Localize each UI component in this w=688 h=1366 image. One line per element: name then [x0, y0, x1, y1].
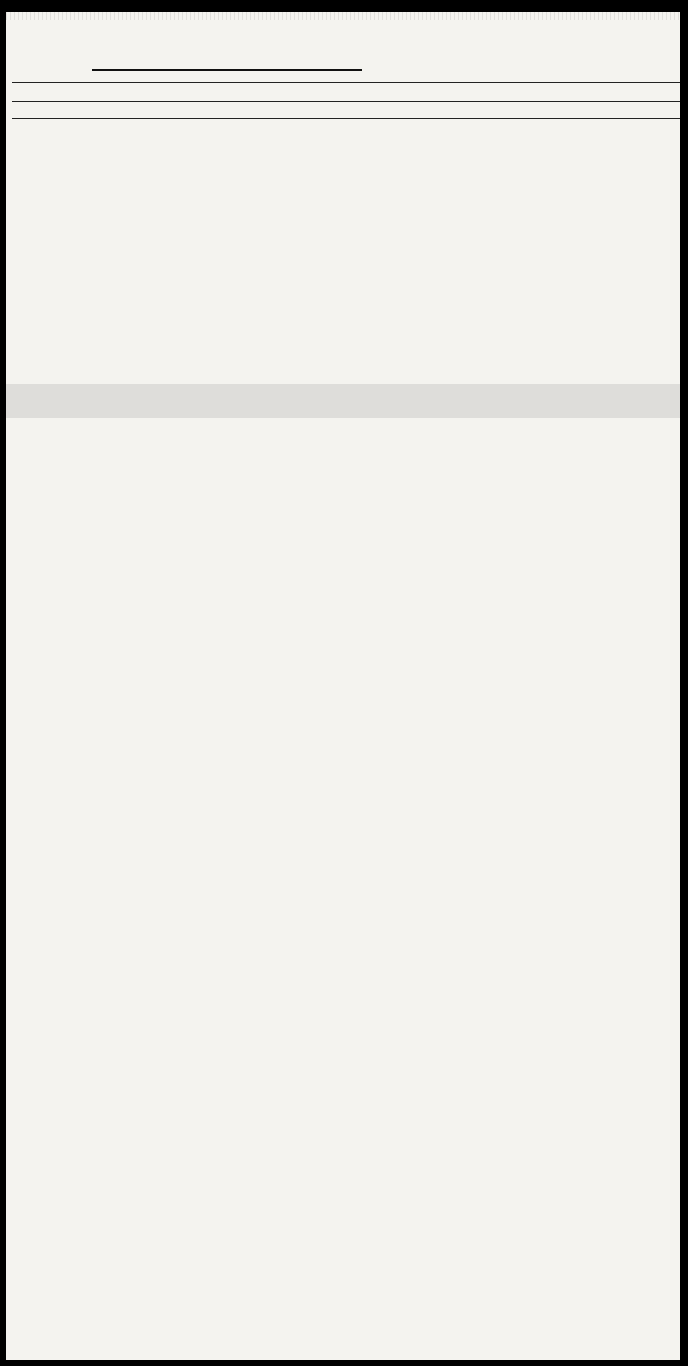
torn-edge-top	[6, 12, 680, 20]
column-sub-header	[12, 100, 680, 119]
scanned-page	[6, 12, 680, 1360]
column-group-header	[12, 82, 680, 102]
fold-shadow	[6, 384, 680, 418]
title-underline	[92, 69, 362, 71]
